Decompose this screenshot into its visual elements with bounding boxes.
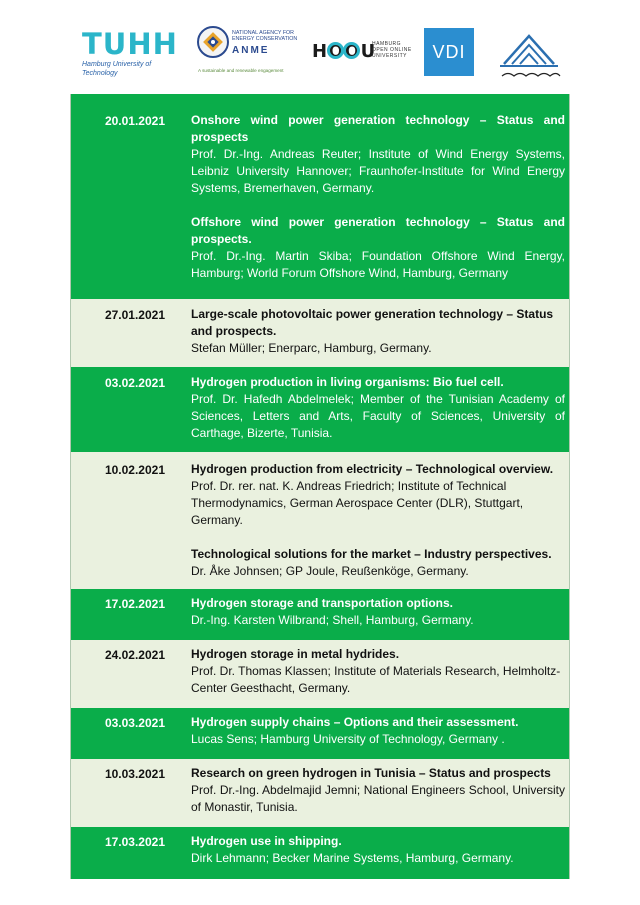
talk-entry bbox=[191, 306, 565, 357]
hoou-ring-icon bbox=[343, 42, 360, 59]
anme-logo-tagline: A sustainable and renewable engagement bbox=[198, 68, 284, 73]
logo-header bbox=[0, 0, 640, 90]
talk-speaker: Prof. Dr.-Ing. Andreas Reuter; Institute of Wind Energy Systems, Leibniz University Hannover; Fraunhofer-Institute for Wind Energy Systems, Bremerhaven, Germany. bbox=[191, 147, 565, 195]
schedule-row bbox=[71, 367, 569, 452]
schedule-row bbox=[71, 589, 569, 640]
talk-entry bbox=[191, 461, 565, 529]
talk-speaker: Dr.-Ing. Karsten Wilbrand; Shell, Hamburg, Germany. bbox=[191, 613, 474, 627]
row-content bbox=[191, 306, 565, 357]
row-content bbox=[191, 374, 565, 442]
row-date: 17.03.2021 bbox=[104, 835, 165, 849]
talk-entry bbox=[191, 765, 565, 816]
talk-title: Hydrogen production in living organisms: Bio fuel cell. bbox=[191, 375, 504, 389]
talk-speaker: Prof. Dr.-Ing. Martin Skiba; Foundation Offshore Wind Energy, Hamburg; World Forum Offshore Wind, Hamburg, Germany bbox=[191, 249, 565, 280]
talk-entry bbox=[191, 112, 565, 197]
row-date: 27.01.2021 bbox=[104, 308, 165, 322]
row-content bbox=[191, 833, 565, 867]
schedule-table bbox=[70, 94, 570, 879]
tuhh-logo bbox=[82, 28, 184, 78]
hoou-logo-subtitle: HAMBURG OPEN ONLINE UNIVERSITY bbox=[372, 41, 412, 59]
vdi-logo-name: VDI bbox=[432, 42, 466, 62]
talk-speaker: Dirk Lehmann; Becker Marine Systems, Hamburg, Germany. bbox=[191, 851, 514, 865]
talk-title: Hydrogen supply chains – Options and their assessment. bbox=[191, 715, 519, 729]
anme-logo-name: ANME bbox=[232, 45, 270, 56]
talk-entry bbox=[191, 714, 565, 748]
talk-title: Hydrogen production from electricity – Technological overview. bbox=[191, 462, 554, 476]
tuhh-logo-subtitle: Hamburg University of Technology bbox=[82, 61, 152, 77]
anme-logo-agency: NATIONAL AGENCY FOR ENERGY CONSERVATION bbox=[232, 30, 298, 42]
row-date: 03.03.2021 bbox=[104, 716, 165, 730]
vdi-logo bbox=[424, 28, 474, 76]
talk-title: Offshore wind power generation technology – Status and prospects. bbox=[191, 215, 565, 246]
row-content bbox=[191, 765, 565, 816]
talk-entry bbox=[191, 833, 565, 867]
row-content bbox=[191, 112, 565, 282]
anme-emblem-icon bbox=[196, 24, 230, 64]
talk-entry bbox=[191, 214, 565, 282]
talk-entry bbox=[191, 374, 565, 442]
talk-entry bbox=[191, 595, 565, 629]
row-date: 03.02.2021 bbox=[104, 376, 165, 390]
hoou-logo bbox=[312, 36, 416, 66]
talk-title: Technological solutions for the market – Industry perspectives. bbox=[191, 547, 552, 561]
engineers-emblem-icon bbox=[496, 26, 562, 82]
schedule-row bbox=[71, 759, 569, 827]
talk-title: Onshore wind power generation technology – Status and prospects bbox=[191, 113, 565, 144]
schedule-row bbox=[71, 299, 569, 367]
talk-speaker: Prof. Dr. Hafedh Abdelmelek; Member of the Tunisian Academy of Sciences, Letters and Arts, Faculty of Sciences, University of Carthage, Bizerte, Tunisia. bbox=[191, 392, 565, 440]
schedule-row bbox=[71, 708, 569, 759]
talk-title: Large-scale photovoltaic power generation technology – Status and prospects. bbox=[191, 307, 554, 338]
hoou-ring-icon bbox=[327, 42, 344, 59]
talk-title: Hydrogen storage in metal hydrides. bbox=[191, 647, 400, 661]
row-date: 10.03.2021 bbox=[104, 767, 165, 781]
talk-speaker: Stefan Müller; Enerparc, Hamburg, Germany. bbox=[191, 341, 432, 355]
row-content bbox=[191, 646, 565, 697]
talk-speaker: Dr. Åke Johnsen; GP Joule, Reußenköge, Germany. bbox=[191, 564, 469, 578]
row-date: 17.02.2021 bbox=[104, 597, 165, 611]
tuhh-logo-name: TUHH bbox=[82, 27, 178, 61]
talk-entry bbox=[191, 646, 565, 697]
schedule-row bbox=[71, 94, 569, 299]
talk-speaker: Lucas Sens; Hamburg University of Technology, Germany . bbox=[191, 732, 505, 746]
talk-speaker: Prof. Dr. rer. nat. K. Andreas Friedrich; Institute of Technical Thermodynamics, German Aerospace Center (DLR), Stuttgart, Germany. bbox=[191, 479, 524, 527]
talk-title: Hydrogen storage and transportation options. bbox=[191, 596, 454, 610]
talk-speaker: Prof. Dr.-Ing. Abdelmajid Jemni; National Engineers School, University of Monastir, Tunisia. bbox=[191, 783, 565, 814]
row-content bbox=[191, 461, 565, 580]
row-content bbox=[191, 595, 565, 629]
talk-title: Research on green hydrogen in Tunisia – Status and prospects bbox=[191, 766, 551, 780]
row-date: 20.01.2021 bbox=[104, 114, 165, 128]
row-date: 24.02.2021 bbox=[104, 648, 165, 662]
talk-title: Hydrogen use in shipping. bbox=[191, 834, 342, 848]
schedule-row bbox=[71, 452, 569, 589]
schedule-row bbox=[71, 827, 569, 879]
talk-entry bbox=[191, 546, 565, 580]
hoou-logo-name: HOOU bbox=[312, 41, 377, 62]
talk-speaker: Prof. Dr. Thomas Klassen; Institute of Materials Research, Helmholtz-Center Geesthacht, Germany. bbox=[191, 664, 561, 695]
engineers-order-logo bbox=[496, 26, 562, 82]
row-content bbox=[191, 714, 565, 748]
anme-logo bbox=[196, 24, 300, 76]
row-date: 10.02.2021 bbox=[104, 463, 165, 477]
schedule-row bbox=[71, 640, 569, 708]
